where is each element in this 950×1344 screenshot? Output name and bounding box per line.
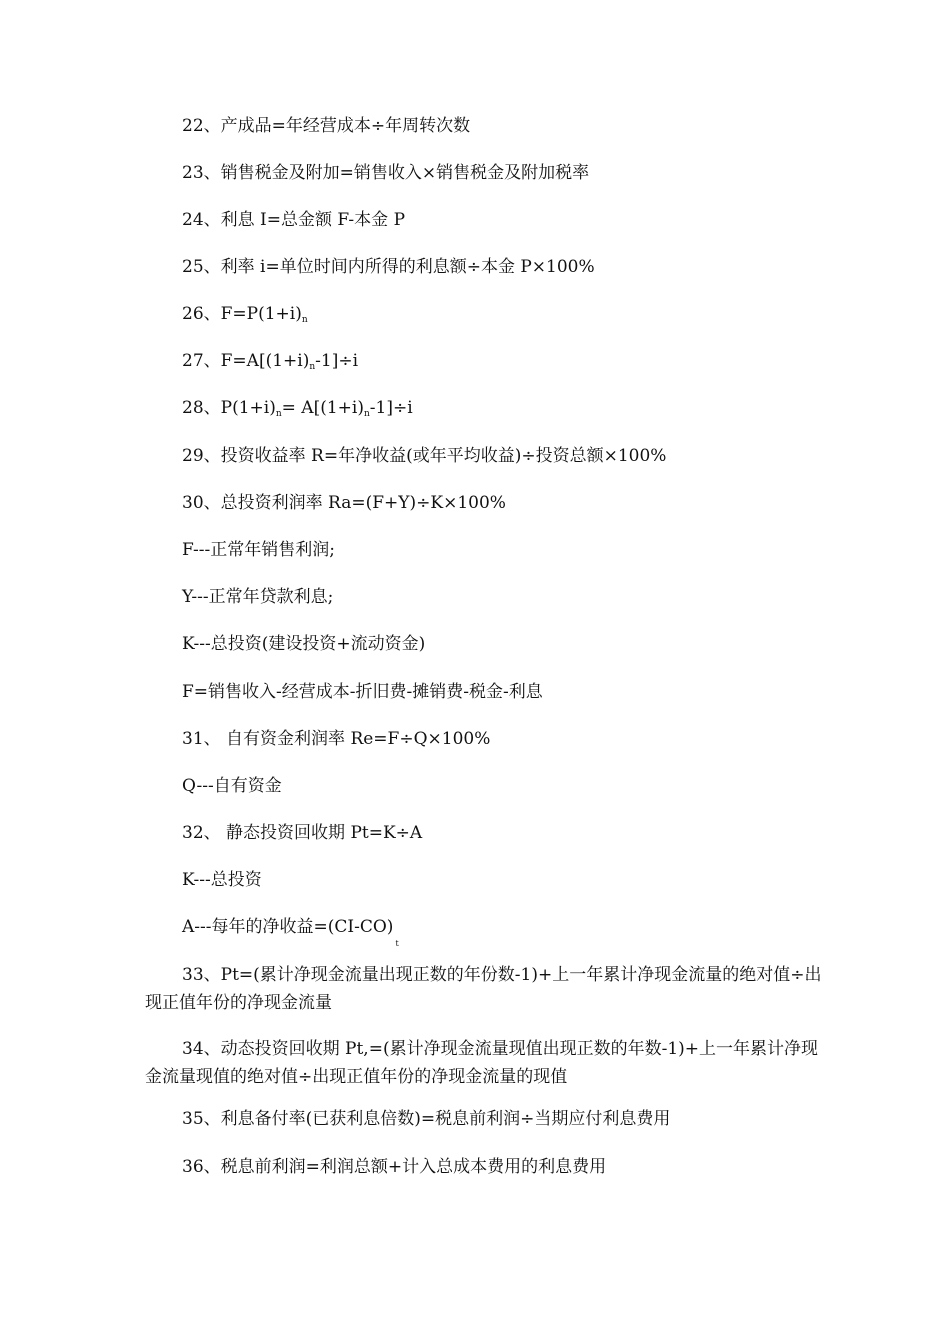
formula-28-mid: = A[(1+i): [281, 398, 364, 418]
formula-30-f-definition: F---正常年销售利润;: [182, 540, 335, 560]
formula-30: 30、总投资利润率 Ra=(F+Y)÷K×100%: [182, 493, 506, 513]
formula-32: 32、 静态投资回收期 Pt=K÷A: [182, 823, 423, 843]
formula-29: 29、投资收益率 R=年净收益(或年平均收益)÷投资总额×100%: [182, 446, 667, 466]
formula-32-a-main: A---每年的净收益=(CI-CO): [182, 917, 394, 937]
formula-34: 34、动态投资回收期 Pt,=(累计净现金流量现值出现正数的年数-1)+上一年累计净现金流量现值的绝对值÷出现正值年份的净现金流量的现值: [145, 1039, 819, 1087]
formula-28-main: 28、P(1+i): [182, 398, 276, 418]
formula-27-exponent: n: [309, 362, 316, 372]
formula-26-main: 26、F=P(1+i): [182, 304, 302, 324]
formula-27-tail: -1]÷i: [315, 351, 359, 371]
formula-32-a-definition: [182, 914, 399, 957]
formula-28-exponent-2: n: [363, 409, 370, 419]
formula-28: [182, 395, 413, 427]
formula-33: 33、Pt=(累计净现金流量出现正数的年份数-1)+上一年累计净现金流量的绝对值÷出现正值年份的净现金流量: [145, 965, 822, 1013]
formula-26-exponent: n: [301, 315, 308, 325]
formula-31: 31、 自有资金利润率 Re=F÷Q×100%: [182, 729, 491, 749]
formula-31-q-definition: Q---自有资金: [182, 776, 282, 796]
formula-30-f-formula: F=销售收入-经营成本-折旧费-摊销费-税金-利息: [182, 682, 543, 702]
formula-25: 25、利率 i=单位时间内所得的利息额÷本金 P×100%: [182, 257, 595, 277]
formula-36: 36、税息前利润=利润总额+计入总成本费用的利息费用: [182, 1157, 607, 1177]
formula-32-k-definition: K---总投资: [182, 870, 262, 890]
formula-23: 23、销售税金及附加=销售收入×销售税金及附加税率: [182, 163, 590, 183]
formula-35: 35、利息备付率(已获利息倍数)=税息前利润÷当期应付利息费用: [182, 1109, 671, 1129]
formula-22: 22、产成品=年经营成本÷年周转次数: [182, 116, 471, 136]
formula-27: [182, 348, 358, 380]
formula-32-a-subscript: t: [395, 939, 399, 948]
formula-30-k-definition: K---总投资(建设投资+流动资金): [182, 634, 426, 654]
formula-27-main: 27、F=A[(1+i): [182, 351, 310, 371]
formula-30-y-definition: Y---正常年贷款利息;: [182, 587, 334, 607]
formula-28-tail: -1]÷i: [369, 398, 413, 418]
formula-26: [182, 301, 308, 333]
formula-28-exponent-1: n: [275, 409, 282, 419]
formula-24: 24、利息 I=总金额 F-本金 P: [182, 210, 406, 230]
